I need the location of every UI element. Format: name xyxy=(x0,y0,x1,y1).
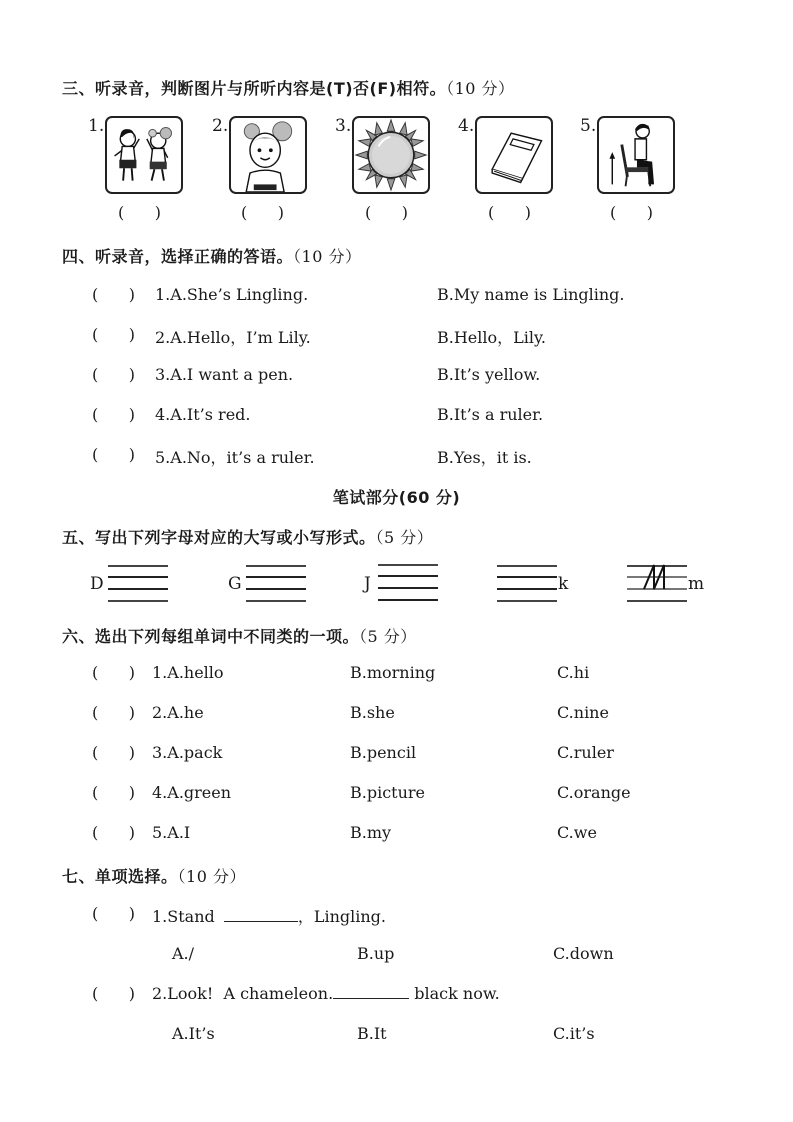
question-1 xyxy=(92,904,135,923)
option-b: B.It xyxy=(357,1024,387,1043)
list-item xyxy=(92,783,135,802)
section4-points: （10 分） xyxy=(293,247,362,266)
answer-paren-1-text: ( ) xyxy=(118,203,161,222)
option-c: C.orange xyxy=(557,783,631,802)
picture-number-5: 5. xyxy=(580,116,597,136)
answer-paren-5[interactable] xyxy=(610,203,653,222)
question-1-stem xyxy=(152,904,386,927)
picture-number-1: 1. xyxy=(88,116,105,136)
list-item xyxy=(92,285,135,304)
picture-book xyxy=(475,116,553,194)
written-part-title: 笔试部分(60 分) xyxy=(332,488,461,507)
option-b: B.up xyxy=(357,944,395,963)
picture-sun xyxy=(352,116,430,194)
answer-paren[interactable]: ( ) xyxy=(92,703,135,722)
option-a: 2.A.Hello，I’m Lily. xyxy=(155,328,311,347)
picture-number-2: 2. xyxy=(212,116,229,136)
option-c: C.ruler xyxy=(557,743,614,762)
option-a: 3.A.pack xyxy=(152,743,223,762)
given-letter-d: D xyxy=(90,574,104,594)
answer-paren-2-text: ( ) xyxy=(241,203,284,222)
section3-heading-text: 三、听录音，判断图片与所听内容是(T)否(F)相符。 xyxy=(62,79,447,98)
section5-points: （5 分） xyxy=(375,528,434,547)
option-a: A.It’s xyxy=(172,1024,215,1043)
section7-points: （10 分） xyxy=(177,867,246,886)
picture-girl-with-buns xyxy=(229,116,307,194)
answer-paren[interactable]: ( ) xyxy=(92,365,135,384)
answer-paren-4-text: ( ) xyxy=(488,203,531,222)
given-letter-m: m xyxy=(688,574,705,594)
answer-paren[interactable]: ( ) xyxy=(92,984,135,1003)
option-b: B.she xyxy=(350,703,395,722)
sun-icon xyxy=(354,118,428,192)
list-item xyxy=(92,823,135,842)
option-c: C.it’s xyxy=(553,1024,595,1043)
answer-paren[interactable]: ( ) xyxy=(92,285,135,304)
answer-paren[interactable]: ( ) xyxy=(92,325,135,344)
section6-heading-text: 六、选出下列每组单词中不同类的一项。 xyxy=(62,627,360,646)
answer-paren[interactable]: ( ) xyxy=(92,904,135,923)
section3-points: （10 分） xyxy=(446,79,515,98)
question-2 xyxy=(92,984,135,1003)
section7-heading xyxy=(62,864,246,887)
answer-paren-3[interactable] xyxy=(365,203,408,222)
option-b: B.Yes，it is. xyxy=(437,448,532,467)
section5-heading-text: 五、写出下列字母对应的大写或小写形式。 xyxy=(62,528,376,547)
section7-heading-text: 七、单项选择。 xyxy=(62,867,178,886)
answer-paren[interactable]: ( ) xyxy=(92,663,135,682)
book-icon xyxy=(477,118,551,192)
picture-number-3: 3. xyxy=(335,116,352,136)
question-text-before: 1.Stand xyxy=(152,907,215,926)
two-girls-waving-icon xyxy=(107,118,181,192)
option-c: C.hi xyxy=(557,663,590,682)
answer-paren[interactable]: ( ) xyxy=(92,823,135,842)
option-a: 4.A.It’s red. xyxy=(155,405,251,424)
option-a: 1.A.She’s Lingling. xyxy=(155,285,309,304)
option-b: B.morning xyxy=(350,663,436,682)
list-item xyxy=(92,325,135,344)
question-text-after: ，Lingling. xyxy=(297,907,387,926)
picture-number-4: 4. xyxy=(458,116,475,136)
answer-paren[interactable]: ( ) xyxy=(92,783,135,802)
option-b: B.My name is Lingling. xyxy=(437,285,625,304)
boy-standing-up-from-chair-icon xyxy=(599,118,673,192)
section6-heading xyxy=(62,624,417,647)
option-b: B.It’s a ruler. xyxy=(437,405,544,424)
list-item xyxy=(92,445,135,464)
option-a: 1.A.hello xyxy=(152,663,224,682)
question-text-before: 2.Look! A chameleon. xyxy=(152,984,334,1003)
option-b: B.It’s yellow. xyxy=(437,365,541,384)
answer-paren-4[interactable] xyxy=(488,203,531,222)
answer-paren-2[interactable] xyxy=(241,203,284,222)
option-a: 4.A.green xyxy=(152,783,232,802)
option-a: 5.A.No，it’s a ruler. xyxy=(155,448,315,467)
list-item xyxy=(92,743,135,762)
fill-blank[interactable] xyxy=(224,907,298,922)
option-c: C.down xyxy=(553,944,614,963)
given-letter-j: J xyxy=(364,574,371,594)
question-text-after: black now. xyxy=(409,984,500,1003)
option-a: 5.A.I xyxy=(152,823,191,842)
section3-heading xyxy=(62,76,515,99)
option-a: A./ xyxy=(172,944,195,963)
option-a: 3.A.I want a pen. xyxy=(155,365,294,384)
picture-two-girls xyxy=(105,116,183,194)
option-b: B.pencil xyxy=(350,743,417,762)
question-2-stem xyxy=(152,984,500,1003)
section5-heading xyxy=(62,525,433,548)
answer-paren-3-text: ( ) xyxy=(365,203,408,222)
option-b: B.my xyxy=(350,823,392,842)
answer-paren-1[interactable] xyxy=(118,203,161,222)
option-b: B.Hello，Lily. xyxy=(437,328,546,347)
option-c: C.we xyxy=(557,823,597,842)
example-letter-m-icon xyxy=(640,563,670,591)
answer-paren[interactable]: ( ) xyxy=(92,743,135,762)
list-item xyxy=(92,703,135,722)
answer-paren[interactable]: ( ) xyxy=(92,445,135,464)
section6-points: （5 分） xyxy=(359,627,417,646)
list-item xyxy=(92,405,135,424)
option-b: B.picture xyxy=(350,783,426,802)
picture-boy-stand-up xyxy=(597,116,675,194)
girl-with-hair-buns-icon xyxy=(231,118,305,192)
answer-paren[interactable]: ( ) xyxy=(92,405,135,424)
answer-paren-5-text: ( ) xyxy=(610,203,653,222)
list-item xyxy=(92,663,135,682)
given-letter-k: k xyxy=(558,574,569,594)
fill-blank[interactable] xyxy=(333,984,409,999)
option-a: 2.A.he xyxy=(152,703,204,722)
list-item xyxy=(92,365,135,384)
section4-heading-text: 四、听录音，选择正确的答语。 xyxy=(62,247,294,266)
section4-heading xyxy=(62,244,361,267)
given-letter-g: G xyxy=(228,574,242,594)
option-c: C.nine xyxy=(557,703,609,722)
